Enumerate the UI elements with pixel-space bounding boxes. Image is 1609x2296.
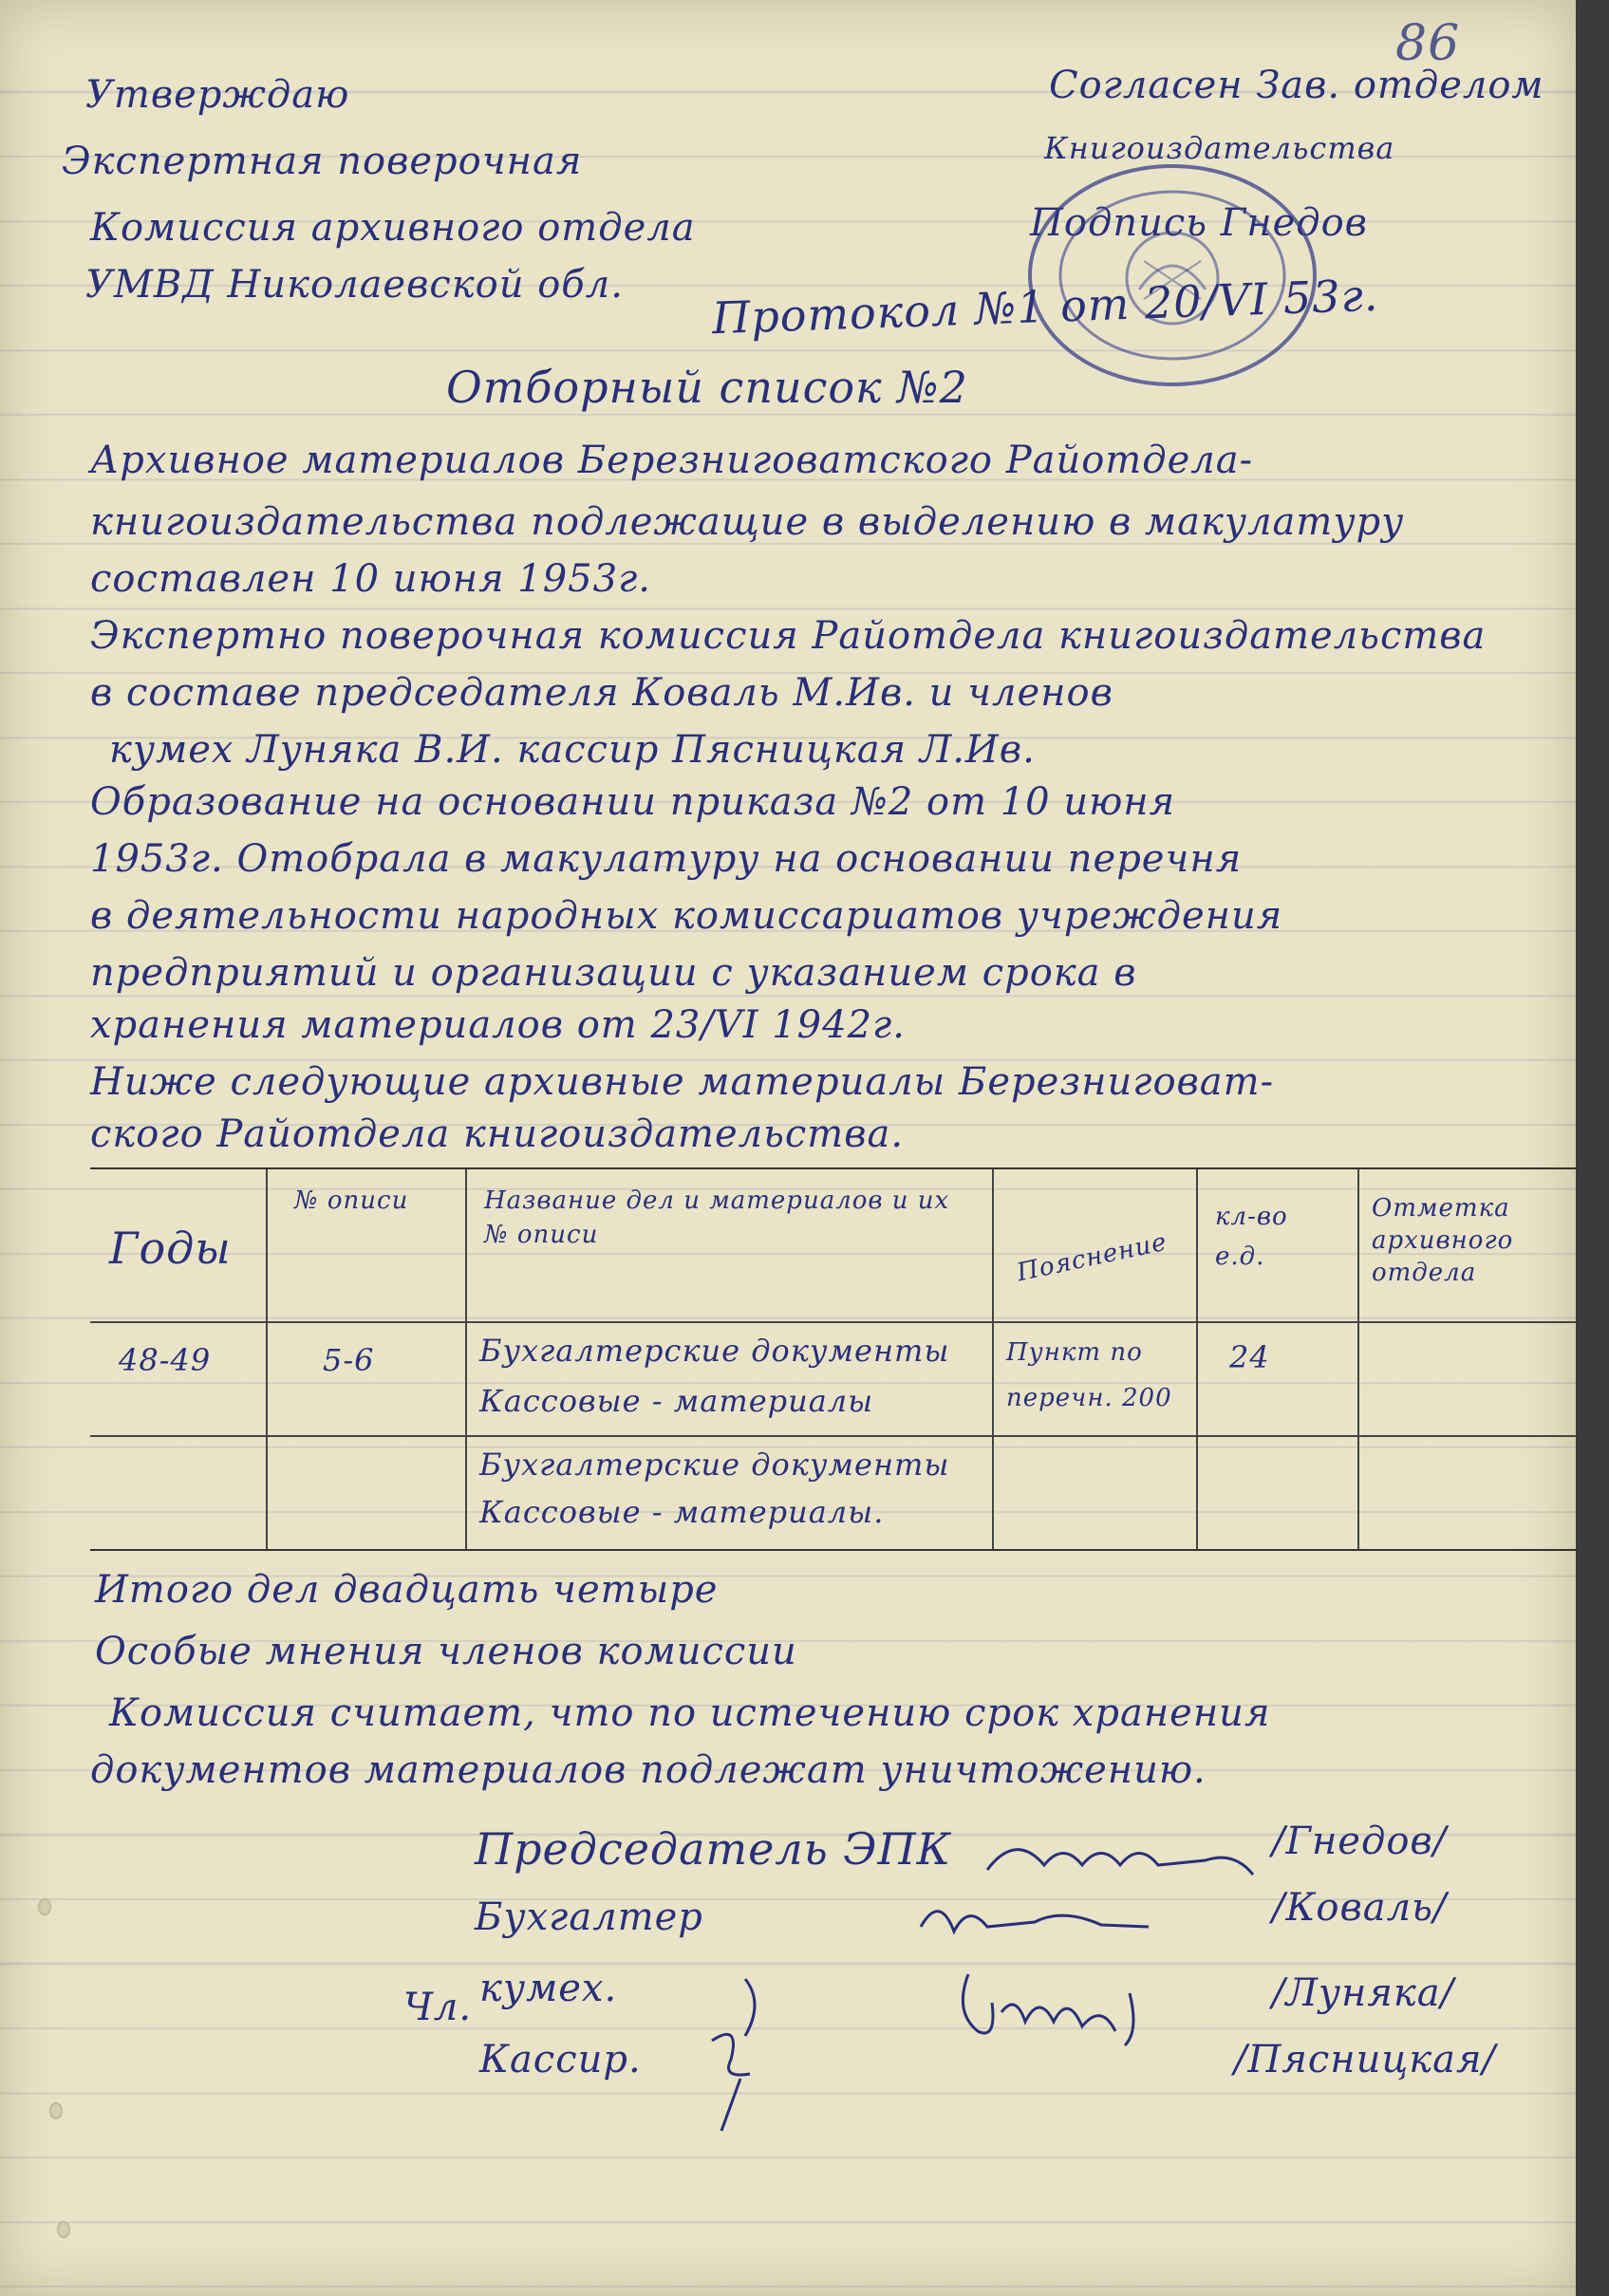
binder-hole: [49, 2102, 63, 2119]
archive-materials-table: [90, 1167, 1576, 1551]
footer-line: документов материалов подлежат уничтожению.: [90, 1748, 1207, 1792]
body-line: Экспертно поверочная комиссия Райотдела книгоиздательства: [90, 614, 1487, 658]
chair-name: /Гнедов/: [1272, 1820, 1448, 1863]
header-note: Пояснение: [1014, 1227, 1170, 1288]
table-row-year: 48-49: [119, 1342, 212, 1378]
table-row-name: Бухгалтерские документы: [479, 1447, 950, 1483]
cashier-label: Кассир.: [479, 2038, 642, 2081]
protocol-number: Протокол №1 от 20/VI 53г.: [711, 269, 1380, 345]
kumeh-name: /Луняка/: [1272, 1971, 1455, 2015]
chair-signature: [978, 1822, 1263, 1898]
binder-hole: [57, 2221, 70, 2238]
body-line: предприятий и организации с указанием срока в: [90, 951, 1137, 995]
table-row-note: Пункт по: [1006, 1338, 1143, 1367]
agreed-line: Книгоиздательства: [1044, 130, 1395, 166]
table-row-name: Кассовые - материалы.: [479, 1494, 885, 1530]
kumeh-signature: [949, 1955, 1168, 2050]
body-line: Образование на основании приказа №2 от 10 июня: [90, 780, 1176, 824]
body-line: книгоиздательства подлежащие в выделению в макулатуру: [90, 500, 1405, 544]
body-line: составлен 10 июня 1953г.: [90, 557, 652, 601]
footer-line: Итого дел двадцать четыре: [95, 1568, 719, 1612]
body-line: в составе председателя Коваль М.Ив. и членов: [90, 671, 1113, 715]
table-row-note: перечн. 200: [1006, 1384, 1172, 1412]
accountant-signature: [911, 1889, 1158, 1955]
round-seal-stamp: [1011, 147, 1334, 394]
table-row-name: Бухгалтерские документы: [479, 1333, 950, 1369]
body-line: Архивное материалов Березниговатского Райотдела-: [90, 439, 1254, 482]
approval-line: Утверждаю: [85, 73, 350, 117]
footer-line: Комиссия считает, что по истечению срок хранения: [109, 1691, 1271, 1735]
brace-mark: [736, 1974, 774, 2041]
header-qty: кл-во е.д.: [1215, 1203, 1288, 1271]
header-years: Годы: [109, 1223, 232, 1274]
body-line: 1953г. Отобрала в макулатуру на основании перечня: [90, 837, 1243, 881]
approval-line: УМВД Николаевской обл.: [85, 263, 624, 307]
accountant-label: Бухгалтер: [475, 1895, 703, 1939]
body-line: ского Райотдела книгоиздательства.: [90, 1112, 905, 1156]
body-line: Ниже следующие архивные материалы Березниговат-: [90, 1060, 1275, 1104]
header-opis: № описи: [294, 1186, 409, 1215]
kumeh-label: кумех.: [479, 1967, 618, 2010]
members-prefix: Чл.: [403, 1986, 473, 2029]
approval-line: Комиссия архивного отдела: [90, 206, 696, 250]
table-row-name: Кассовые - материалы: [479, 1383, 874, 1419]
body-line: в деятельности народных комиссариатов учреждения: [90, 894, 1283, 938]
table-row-opis: 5-6: [323, 1342, 375, 1378]
list-title: Отборный список №2: [446, 362, 968, 413]
header-mark: Отметка архивного отдела: [1372, 1194, 1514, 1287]
agreed-line: Подпись Гнедов: [1030, 201, 1368, 245]
binder-hole: [38, 1898, 51, 1915]
cashier-name: /Пясницкая/: [1234, 2038, 1496, 2081]
chair-label: Председатель ЭПК: [475, 1823, 952, 1875]
body-line: кумех Луняка В.И. кассир Пясницкая Л.Ив.: [109, 728, 1036, 772]
footer-line: Особые мнения членов комиссии: [95, 1630, 797, 1673]
page-number: 86: [1395, 15, 1461, 72]
approval-line: Экспертная поверочная: [62, 140, 583, 183]
table-row-qty: 24: [1229, 1339, 1270, 1375]
header-name: Название дел и материалов и их № описи: [484, 1186, 950, 1250]
agreed-line: Согласен Зав. отделом: [1049, 64, 1544, 107]
body-line: хранения материалов от 23/VI 1942г.: [90, 1003, 906, 1047]
accountant-name: /Коваль/: [1272, 1886, 1448, 1930]
